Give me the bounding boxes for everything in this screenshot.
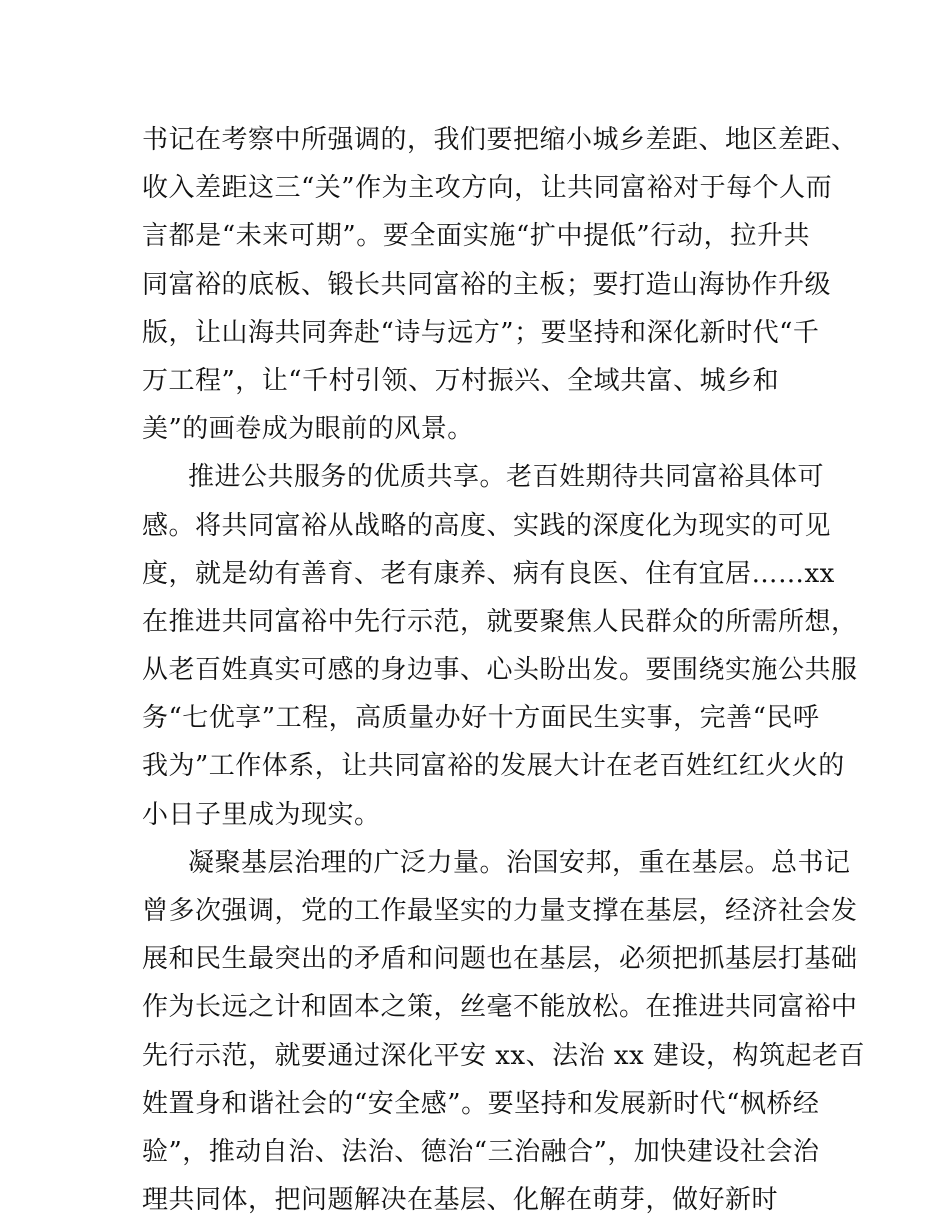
text-line: 姓置身和谐社会的“安全感”。要坚持和发展新时代“枫桥经 <box>142 1088 820 1119</box>
text-line: 从老百姓真实可感的身边事、心头盼出发。要围绕实施公共服 <box>142 655 858 686</box>
paragraph-heading-line: 推进公共服务的优质共享。老百姓期待共同富裕具体可 <box>188 462 825 493</box>
text-line: 务“七优享”工程，高质量办好十方面民生实事，完善“民呼 <box>142 703 820 734</box>
text-line: 感。将共同富裕从战略的高度、实践的深度化为现实的可见 <box>142 510 832 541</box>
text-line: 曾多次强调，党的工作最坚实的力量支撑在基层，经济社会发 <box>142 896 858 926</box>
text-line: 作为长远之计和固本之策，丝毫不能放松。在推进共同富裕中 <box>142 992 858 1023</box>
text-line: 书记在考察中所强调的，我们要把缩小城乡差距、地区差距、 <box>142 125 858 155</box>
text-line: 版，让山海共同奔赴“诗与远方”；要坚持和深化新时代“千 <box>142 317 820 348</box>
text-line: 理共同体，把问题解决在基层、化解在萌芽，做好新时 <box>142 1185 779 1216</box>
text-line: 收入差距这三“关”作为主攻方向，让共同富裕对于每个人而 <box>142 173 833 204</box>
text-line: 展和民生最突出的矛盾和问题也在基层，必须把抓基层打基础 <box>142 944 858 975</box>
text-line: 言都是“未来可期”。要全面实施“扩中提低”行动，拉升共 <box>142 221 810 252</box>
text-line: 验”，推动自治、法治、德治“三治融合”，加快建设社会治 <box>142 1136 820 1167</box>
text-line: 度，就是幼有善育、老有康养、病有良医、住有宜居……xx <box>142 558 835 589</box>
text-line: 美”的画卷成为眼前的风景。 <box>142 414 474 445</box>
text-line: 小日子里成为现实。 <box>142 799 381 830</box>
document-body <box>142 116 865 1224</box>
text-line: 我为”工作体系，让共同富裕的发展大计在老百姓红红火火的 <box>142 751 845 782</box>
text-line: 万工程”，让“千村引领、万村振兴、全域共富、城乡和 <box>142 365 780 396</box>
paragraph-heading-line: 凝聚基层治理的广泛力量。治国安邦，重在基层。总书记 <box>188 847 851 878</box>
text-line: 先行示范，就要通过深化平安 xx、法治 xx 建设，构筑起老百 <box>142 1040 865 1071</box>
text-line: 在推进共同富裕中先行示范，就要聚焦人民群众的所需所想， <box>142 606 858 637</box>
text-line: 同富裕的底板、锻长共同富裕的主板；要打造山海协作升级 <box>142 269 832 300</box>
